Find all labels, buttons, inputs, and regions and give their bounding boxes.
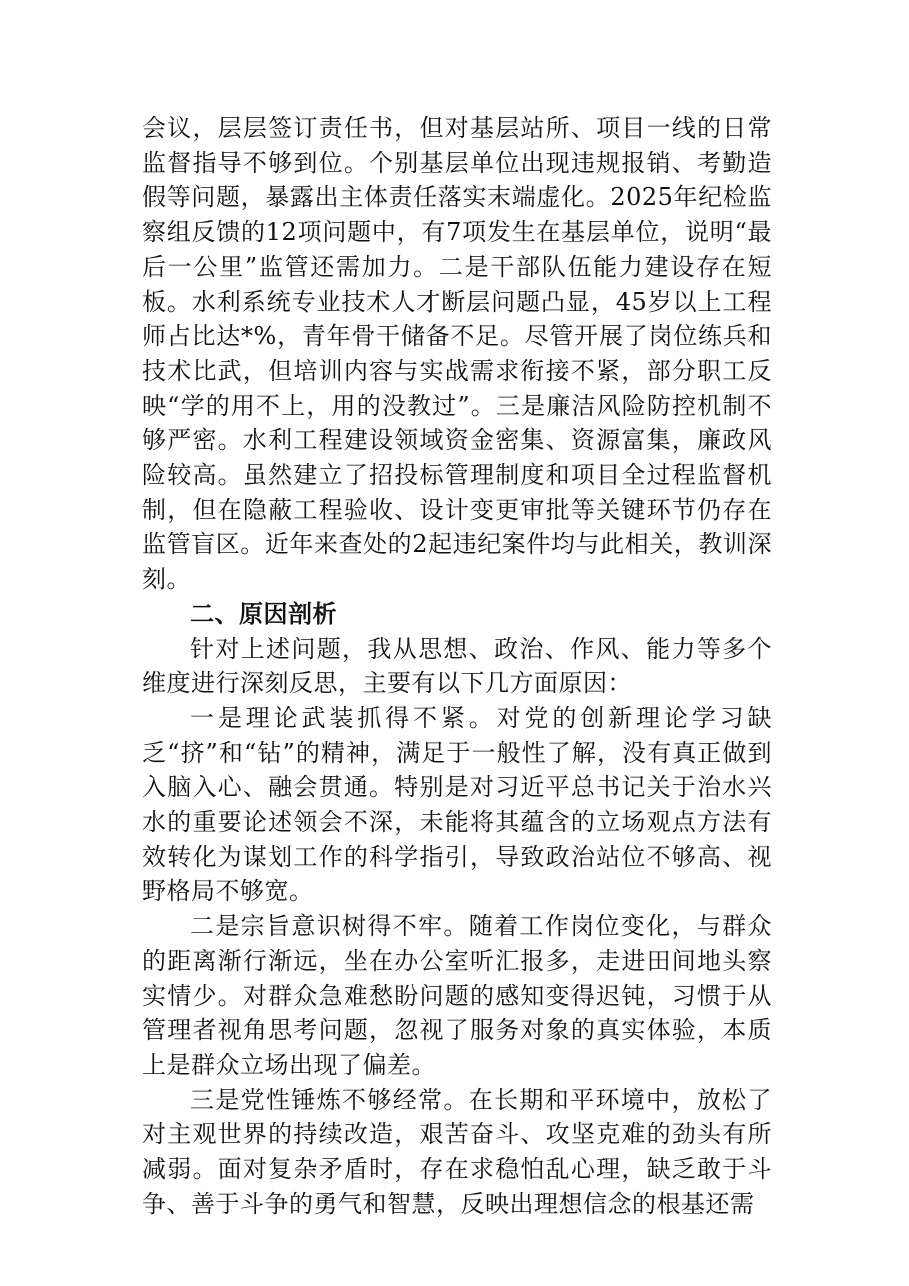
paragraph-purpose: 二是宗旨意识树得不牢。随着工作岗位变化，与群众的距离渐行渐远，坐在办公室听汇报多，走进田间地头察实情少。对群众急难愁盼问题的感知变得迟钝，习惯于从管理者视角思考问题，忽视了服务对象的真实体验，本质上是群众立场出现了偏差。 <box>142 912 772 1079</box>
section-heading: 二、原因剖析 <box>190 599 337 628</box>
continuation-paragraph: 会议，层层签订责任书，但对基层站所、项目一线的日常监督指导不够到位。个别基层单位出现违规报销、考勤造假等问题，暴露出主体责任落实末端虚化。2025年纪检监察组反馈的12项问题中，有7项发生在基层单位，说明“最后一公里”监管还需加力。二是干部队伍能力建设存在短板。水利系统专业技术人才断层问题凸显，45岁以上工程师占比达*%，青年骨干储备不足。尽管开展了岗位练兵和技术比武，但培训内容与实战需求衔接不紧，部分职工反映“学的用不上，用的没教过”。三是廉洁风险防控机制不够严密。水利工程建设领域资金密集、资源富集，廉政风险较高。虽然建立了招投标管理制度和项目全过程监督机制，但在隐蔽工程验收、设计变更审批等关键环节仍存在监管盲区。近年来查处的2起违纪案件均与此相关，教训深刻。 <box>142 114 772 594</box>
paragraph-theory: 一是理论武装抓得不紧。对党的创新理论学习缺乏“挤”和“钻”的精神，满足于一般性了解，没有真正做到入脑入心、融会贯通。特别是对习近平总书记关于治水兴水的重要论述领会不深，未能将其蕴含的立场观点方法有效转化为谋划工作的科学指引，导致政治站位不够高、视野格局不够宽。 <box>142 703 772 906</box>
paragraph-party-spirit: 三是党性锤炼不够经常。在长期和平环境中，放松了对主观世界的持续改造，艰苦奋斗、攻坚克难的劲头有所减弱。面对复杂矛盾时，存在求稳怕乱心理，缺乏敢于斗争、善于斗争的勇气和智慧，反映出理想信念的根基还需 <box>142 1085 772 1218</box>
document-body <box>142 111 772 1222</box>
intro-paragraph: 针对上述问题，我从思想、政治、作风、能力等多个维度进行深刻反思，主要有以下几方面原因： <box>142 634 772 698</box>
